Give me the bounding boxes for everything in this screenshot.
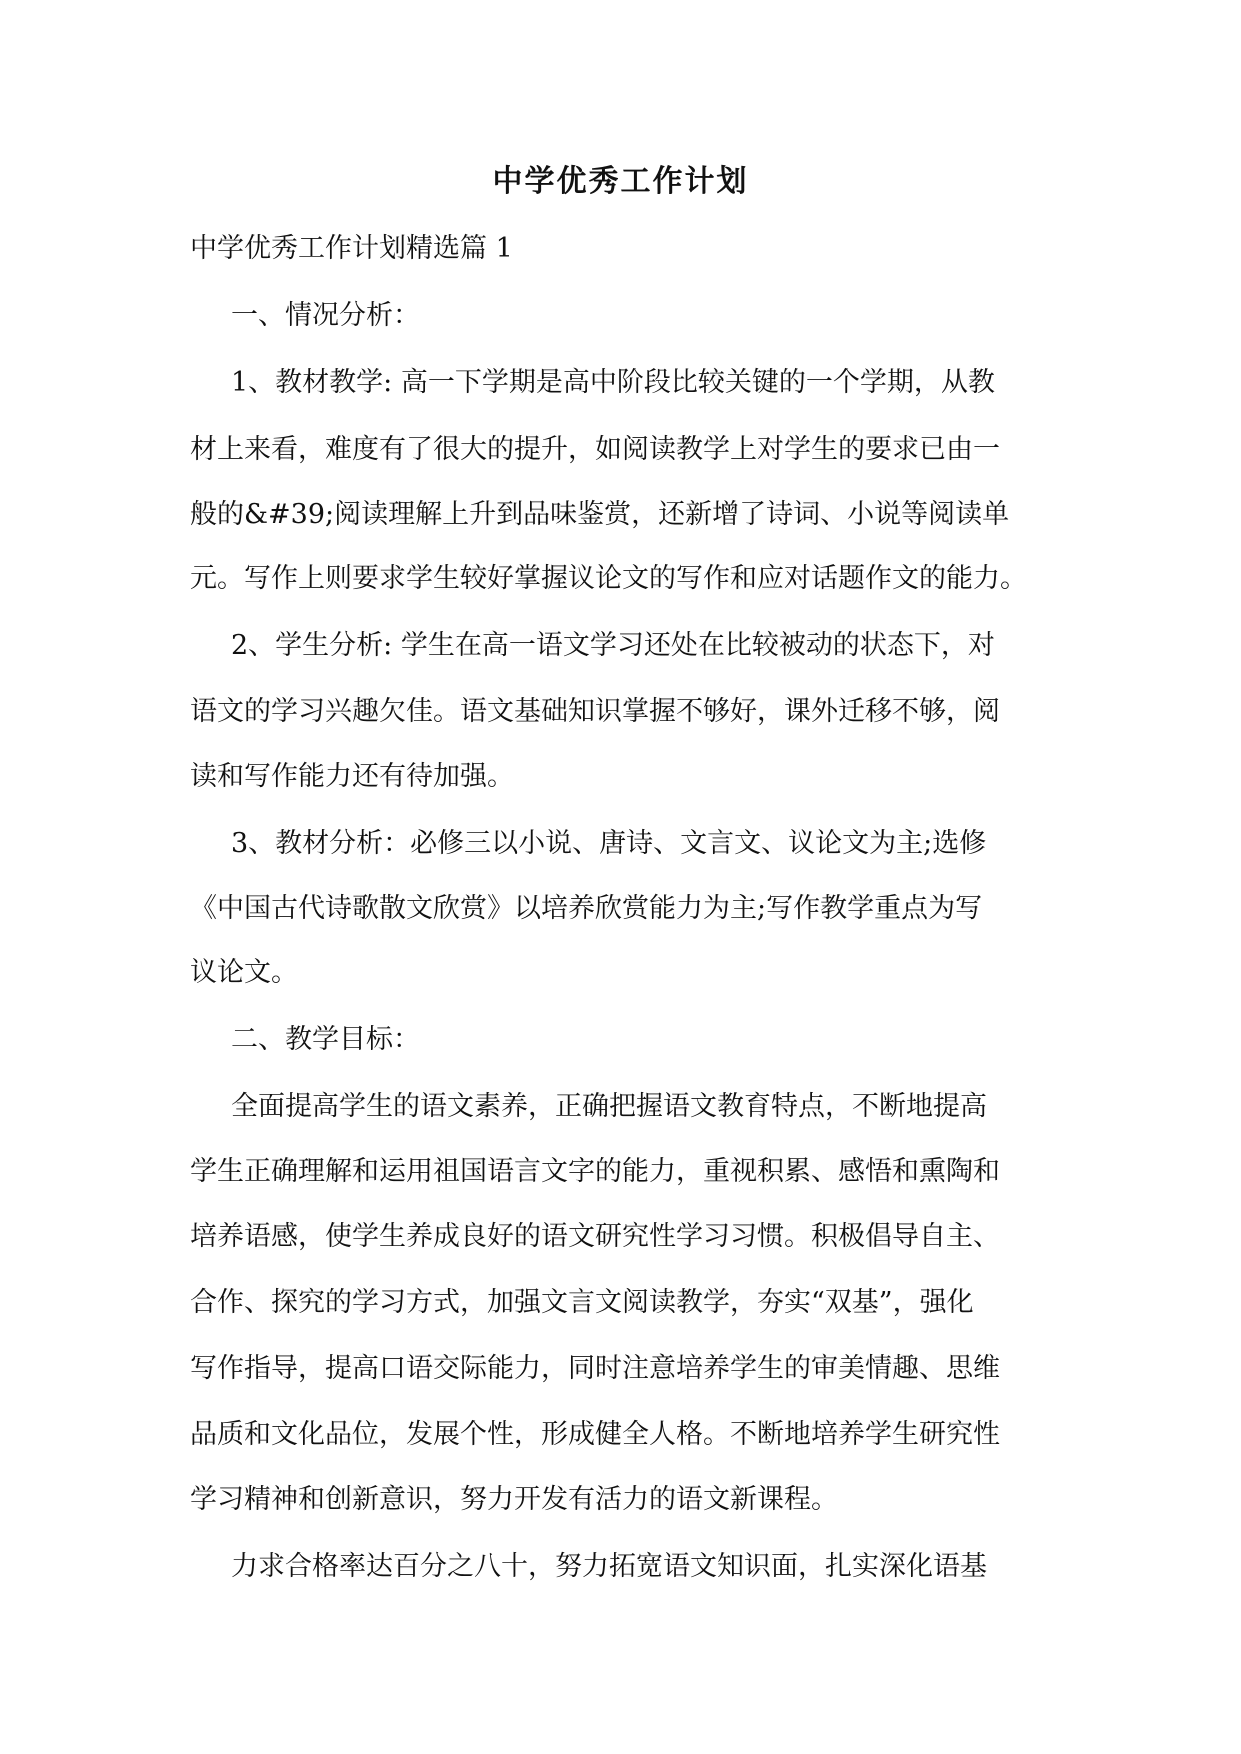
paragraph-line: 读和写作能力还有待加强。 [190, 761, 514, 792]
paragraph-line: 写作指导，提高口语交际能力，同时注意培养学生的审美情趣、思维 [190, 1353, 1000, 1384]
paragraph-line: 议论文。 [190, 957, 298, 988]
paragraph-line: 学生正确理解和运用祖国语言文字的能力，重视积累、感悟和熏陶和 [190, 1156, 1000, 1187]
paragraph-line: 语文的学习兴趣欠佳。语文基础知识掌握不够好，课外迁移不够，阅 [190, 696, 1000, 727]
paragraph-line: 力求合格率达百分之八十，努力拓宽语文知识面，扎实深化语基 [231, 1551, 987, 1582]
paragraph-line: 《中国古代诗歌散文欣赏》以培养欣赏能力为主;写作教学重点为写 [190, 893, 983, 924]
paragraph-line: 3、教材分析：必修三以小说、唐诗、文言文、议论文为主;选修 [231, 828, 987, 859]
subsection-heading: 二、教学目标： [231, 1024, 420, 1055]
subsection-heading: 一、情况分析： [231, 300, 420, 331]
paragraph-line: 般的&#39;阅读理解上升到品味鉴赏，还新增了诗词、小说等阅读单 [190, 499, 1010, 530]
paragraph-line: 材上来看，难度有了很大的提升，如阅读教学上对学生的要求已由一 [190, 434, 1000, 465]
paragraph-line: 学习精神和创新意识，努力开发有活力的语文新课程。 [190, 1484, 838, 1515]
section-heading: 中学优秀工作计划精选篇 1 [190, 233, 513, 264]
paragraph-line: 元。写作上则要求学生较好掌握议论文的写作和应对话题作文的能力。 [190, 563, 1027, 594]
paragraph-line: 品质和文化品位，发展个性，形成健全人格。不断地培养学生研究性 [190, 1419, 1000, 1450]
paragraph-line: 2、学生分析: 学生在高一语文学习还处在比较被动的状态下，对 [231, 630, 995, 661]
paragraph-line: 培养语感，使学生养成良好的语文研究性学习习惯。积极倡导自主、 [190, 1221, 1000, 1252]
paragraph-line: 合作、探究的学习方式，加强文言文阅读教学，夯实“双基”，强化 [190, 1287, 974, 1318]
paragraph-line: 全面提高学生的语文素养，正确把握语文教育特点，不断地提高 [231, 1091, 987, 1122]
document-title: 中学优秀工作计划 [492, 164, 749, 199]
paragraph-line: 1、教材教学: 高一下学期是高中阶段比较关键的一个学期，从教 [231, 367, 995, 398]
